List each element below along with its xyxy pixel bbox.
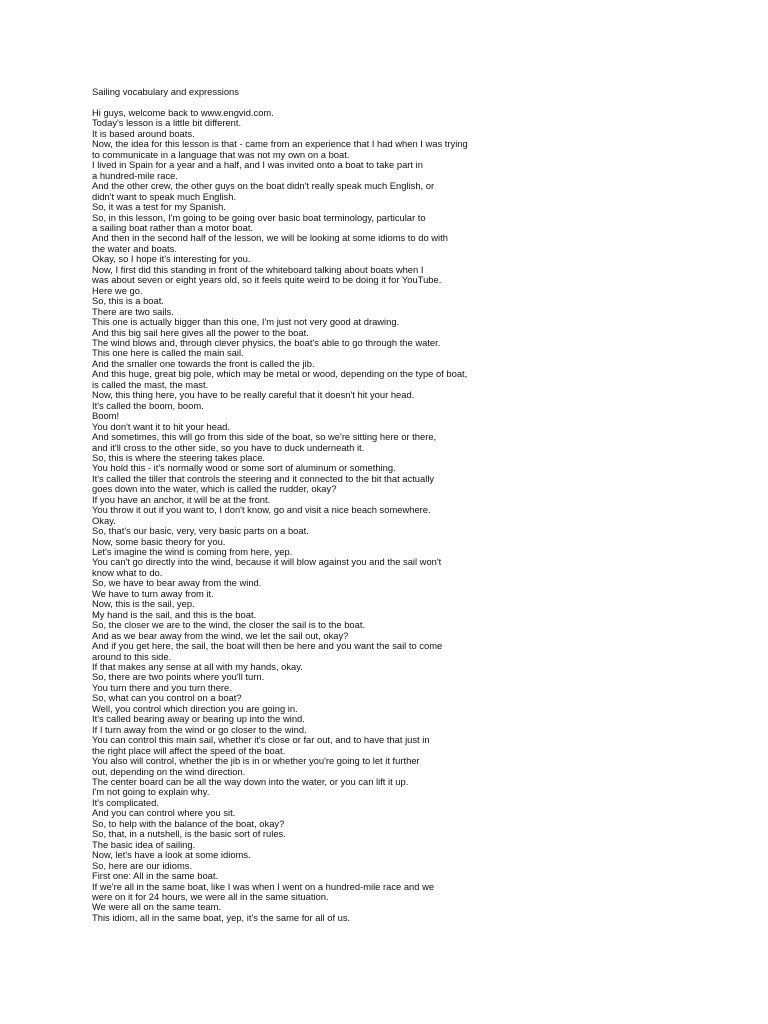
transcript-line: If we're all in the same boat, like I was when I went on a hundred-mile race and we [92,880,435,892]
transcript-line: And you can control where you sit. [92,807,236,819]
transcript-line: And the other crew, the other guys on the boat didn't really speak much English, or [92,180,435,192]
transcript-line: I lived in Spain for a year and a half, and I was invited onto a boat to take part in [92,159,423,171]
transcript-line: There are two sails. [92,305,174,317]
transcript-line: It's called bearing away or bearing up into the wind. [92,713,305,725]
transcript-line: Boom! [92,410,120,422]
transcript-line: is called the mast, the mast. [92,378,209,390]
transcript-line: the right place will affect the speed of the boat. [92,744,286,756]
transcript-line: So, that's our basic, very, very basic parts on a boat. [92,525,309,537]
transcript-line: a hundred-mile race. [92,169,178,181]
transcript-line: a sailing boat rather than a motor boat. [92,221,254,233]
transcript-line: Well, you control which direction you are going in. [92,702,298,714]
transcript-line: Hi guys, welcome back to www.engvid.com. [92,107,274,118]
transcript-line: Now, the idea for this lesson is that - came from an experience that I had when I was trying [92,138,468,150]
transcript-line: This one is actually bigger than this one, I'm just not very good at drawing. [92,316,400,328]
transcript-line: First one: All in the same boat. [92,870,219,882]
transcript-line: So, what can you control on a boat? [92,692,242,704]
transcript-line: You throw it out if you want to, I don't know, go and visit a nice beach somewhere. [92,504,431,516]
transcript-line: If I turn away from the wind or go closer to the wind. [92,723,307,735]
transcript-line: And sometimes, this will go from this side of the boat, so we're sitting here or there, [92,431,437,443]
transcript-line: was about seven or eight years old, so it feels quite weird to be doing it for YouTube. [92,274,442,286]
transcript-line: So, it was a test for my Spanish. [92,201,226,213]
transcript-line: So, to help with the balance of the boat, okay? [92,817,285,829]
document-title: Sailing vocabulary and expressions [92,86,239,97]
transcript-line: And this big sail here gives all the power to the boat. [92,326,309,338]
transcript-lines [92,108,512,923]
transcript-line: I'm not going to explain why. [92,786,210,798]
transcript-line: out, depending on the wind direction. [92,765,246,777]
transcript-line: Now, I first did this standing in front of the whiteboard talking about boats when I [92,263,424,275]
transcript-line: This one here is called the main sail. [92,347,244,359]
transcript-line: So, that, in a nutshell, is the basic sort of rules. [92,828,286,840]
transcript-line: Today's lesson is a little bit different. [92,117,242,129]
transcript-line: Now, this thing here, you have to be really careful that it doesn't hit your head. [92,389,415,401]
transcript-line: You hold this - it's normally wood or some sort of aluminum or something. [92,462,396,474]
transcript-line: It's complicated. [92,796,159,808]
transcript-line: Okay. [92,514,116,526]
transcript-line: Now, let's have a look at some idioms. [92,849,251,861]
transcript-line: were on it for 24 hours, we were all in the same situation. [92,890,329,902]
transcript-line: Okay, so I hope it's interesting for you. [92,253,251,265]
transcript-line: and it'll cross to the other side, so you have to duck underneath it. [92,441,365,453]
transcript-line: So, this is where the steering takes place. [92,451,266,463]
transcript-line: didn't want to speak much English. [92,190,237,202]
transcript-line: We were all on the same team. [92,901,222,913]
transcript-line: The basic idea of sailing. [92,838,196,850]
transcript-line: My hand is the sail, and this is the boat. [92,608,257,620]
transcript-line: So, in this lesson, I'm going to be going over basic boat terminology, particular to [92,211,426,223]
document-page [92,86,512,923]
transcript-line: This idiom, all in the same boat, yep, it's the same for all of us. [92,911,351,923]
transcript-line: You can't go directly into the wind, because it will blow against you and the sail won't [92,556,442,568]
transcript-line: You turn there and you turn there. [92,681,232,693]
transcript-line: to communicate in a language that was not my own on a boat. [92,148,350,160]
transcript-line: It's called the boom, boom. [92,399,204,411]
transcript-line: So, this is a boat. [92,295,164,307]
transcript-line: So, there are two points where you'll turn. [92,671,265,683]
transcript-line: You also will control, whether the jib is in or whether you're going to let it further [92,755,420,767]
transcript-line: Now, this is the sail, yep. [92,598,195,610]
transcript-line: Here we go. [92,284,143,296]
transcript-line: It's called the tiller that controls the steering and it connected to the bit that actually [92,472,435,484]
transcript-line: The center board can be all the way down into the water, or you can lift it up. [92,776,409,787]
transcript-line: know what to do. [92,566,163,578]
transcript-line: And this huge, great big pole, which may be metal or wood, depending on the type of boat, [92,368,468,380]
transcript-line: We have to turn away from it. [92,587,214,599]
transcript-line: around to this side. [92,650,172,662]
transcript-line: It is based around boats. [92,127,195,139]
transcript-line: And the smaller one towards the front is called the jib. [92,357,315,369]
transcript-line: The wind blows and, through clever physics, the boat's able to go through the water. [92,336,441,348]
transcript-line: goes down into the water, which is called the rudder, okay? [92,483,337,495]
transcript-line: You can control this main sail, whether it's close or far out, and to have that just in [92,734,430,746]
transcript-line: You don't want it to hit your head. [92,420,230,432]
transcript-line: If you have an anchor, it will be at the front. [92,493,271,505]
transcript-line: And as we bear away from the wind, we let the sail out, okay? [92,629,349,641]
transcript-line: Let's imagine the wind is coming from here, yep. [92,546,293,558]
transcript-line: And if you get here, the sail, the boat will then be here and you want the sail to come [92,640,443,652]
transcript-line: Now, some basic theory for you. [92,535,226,547]
transcript-line: So, we have to bear away from the wind. [92,577,262,589]
transcript-line: So, here are our idioms. [92,859,193,871]
transcript-line: And then in the second half of the lesson, we will be looking at some idioms to do with [92,232,448,244]
transcript-line: So, the closer we are to the wind, the closer the sail is to the boat. [92,619,366,631]
transcript-line: the water and boats. [92,242,177,254]
transcript-line: If that makes any sense at all with my hands, okay. [92,661,303,673]
